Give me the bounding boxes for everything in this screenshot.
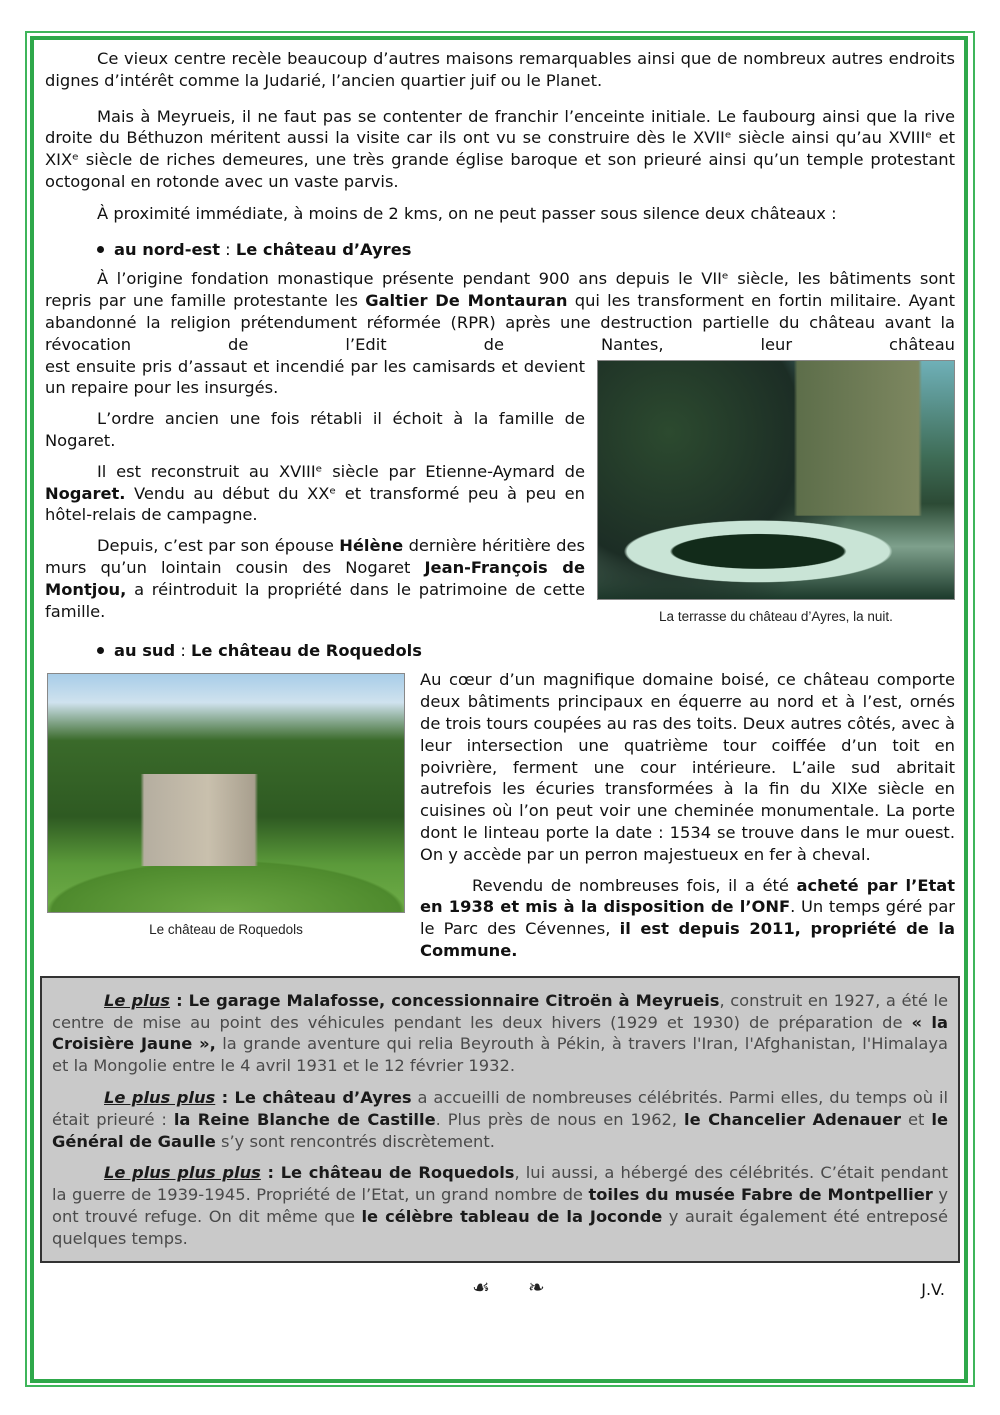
photo-chateau-roquedols <box>47 673 405 913</box>
ornament-right-icon: ❧ <box>528 1275 545 1300</box>
ornament-left-icon: ☙ <box>472 1275 490 1300</box>
figure-ayres <box>597 360 955 626</box>
heading-ayres: au nord-est : Le château d’Ayres <box>97 239 955 261</box>
paragraph-ayres-history: À l’origine fondation monastique présente pendant 900 ans depuis le VIIᵉ siècle, les bâtiments sont repris par une famille protestante les Galtier De Montauran qui les transforment en fortin militaire. Ayant abandonné la religion prétendument réformée (RPR) après une destruction partielle du château avant la révocation de l’Edit de Nantes, leur château <box>45 269 955 354</box>
bullet-icon <box>97 647 104 654</box>
paragraph-intro: Ce vieux centre recèle beaucoup d’autres maisons remarquables ainsi que de nombreux autres endroits dignes d’intérêt comme la Judarié, l’ancien quartier juif ou le Planet. <box>45 49 955 90</box>
paragraph-revendu: Revendu de nombreuses fois, il a été acheté par l’Etat en 1938 et mis à la disposition de l’ONF. Un temps géré par le Parc des Cévennes, il est depuis 2011, propriété de la Commune. <box>420 875 956 960</box>
box-le-plus-plus-plus: Le plus plus plus : Le château de Roquedols, lui aussi, a hébergé des célébrités. C’était pendant la guerre de 1939-1945. Propriété de l’Etat, un grand nombre de toiles du musée Fabre de Montpellier y ont trouvé refuge. On dit même que le célèbre tableau de la Joconde y aurait également été entreposé quelques temps. <box>52 1163 949 1248</box>
info-box <box>40 976 960 1264</box>
figure-roquedols <box>47 673 405 939</box>
signature: J.V. <box>921 1280 945 1300</box>
box-le-plus: Le plus : Le garage Malafosse, concessionnaire Citroën à Meyrueis, construit en 1927, a été le centre de mise au point des véhicules pendant les deux hivers (1929 et 1930) de préparation de « la Croisière Jaune », la grande aventure qui relia Beyrouth à Pékin, à travers l'Iran, l'Afghanistan, l'Himalaya et la Mongolie entre le 4 avril 1931 et le 12 février 1932. <box>52 990 948 1076</box>
paragraph-roquedols: Au cœur d’un magnifique domaine boisé, ce château comporte deux bâtiments principaux en équerre au nord et à l’est, ornés de trois tours coupées au ras des toits. Deux autres côtés, avec à leur intersection une quatrième tour coiffée d’un toit en poivrière, ferment une cour intérieure. L’aile sud abritait autrefois les écuries transformées à la fin du XIXe siècle en cuisines où l’on peut voir une cheminée monumentale. La porte dont le linteau porte la date : 1534 se trouve dans le mur ouest. On y accède par un perron majestueux en fer à cheval. <box>420 670 955 864</box>
box-le-plus-plus: Le plus plus : Le château d’Ayres a accueilli de nombreuses célébrités. Parmi elles, du temps où il était prieuré : la Reine Blanche de Castille. Plus près de nous en 1962, le Chancelier Adenauer et le Général de Gaulle s’y sont rencontrés discrètement. <box>52 1087 948 1151</box>
paragraph-nogaret: L’ordre ancien une fois rétabli il échoit à la famille de Nogaret. <box>45 409 585 450</box>
caption-ayres: La terrasse du château d’Ayres, la nuit. <box>659 608 893 624</box>
heading-roquedols: au sud : Le château de Roquedols <box>45 632 955 670</box>
paragraph-ayres-history-cont: est ensuite pris d’assaut et incendié par les camisards et devient un repaire pour les insurgés. <box>45 356 585 398</box>
paragraph-montjou: Depuis, c’est par son épouse Hélène dernière héritière des murs qu’un lointain cousin des Nogaret Jean-François de Montjou, a réintroduit la propriété dans le patrimoine de cette famille. <box>45 536 585 621</box>
caption-roquedols: Le château de Roquedols <box>149 922 303 938</box>
paragraph-chateaux: À proximité immédiate, à moins de 2 kms, on ne peut passer sous silence deux châteaux : <box>97 203 837 223</box>
footer <box>45 1277 955 1309</box>
paragraph-faubourg: Mais à Meyrueis, il ne faut pas se contenter de franchir l’enceinte initiale. Le faubourg ainsi que la rive droite du Béthuzon méritent aussi la visite car ils ont vu se construire dès le XVIIᵉ siècle ainsi qu’au XVIIIᵉ et XIXᵉ siècle de riches demeures, une très grande église baroque et son prieuré ainsi qu’un temple protestant octogonal en rotonde avec un vaste parvis. <box>45 106 955 191</box>
photo-chateau-ayres <box>597 360 955 600</box>
bullet-icon <box>97 246 104 253</box>
paragraph-reconstruit: Il est reconstruit au XVIIIᵉ siècle par Etienne-Aymard de Nogaret. Vendu au début du XXᵉ et transformé peu à peu en hôtel-relais de campagne. <box>45 461 585 525</box>
